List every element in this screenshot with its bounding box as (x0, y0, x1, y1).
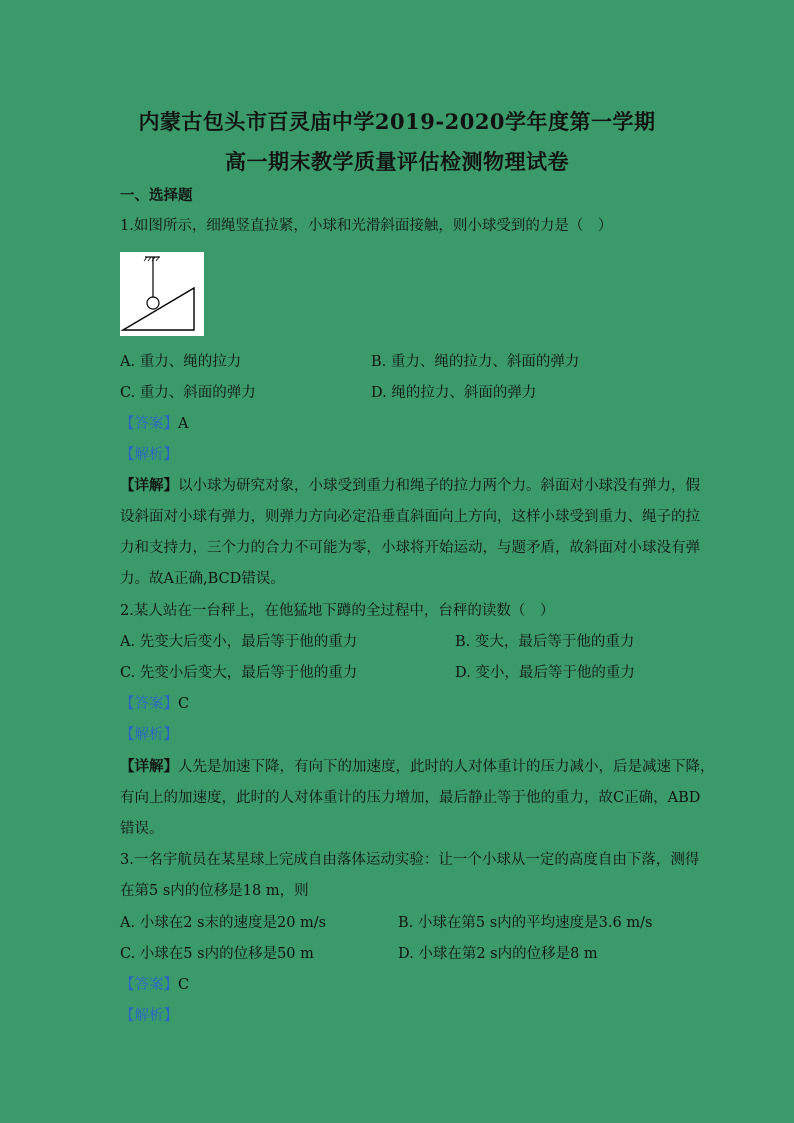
q2-stem: 2.某人站在一台秤上，在他猛地下蹲的全过程中，台秤的读数（ ） (120, 603, 555, 619)
q3-stem-line-2: 在第5 s内的位移是18 m，则 (120, 883, 309, 899)
q3-analysis-tag: 【解析】 (120, 1008, 178, 1024)
q1-stem: 1.如图所示，细绳竖直拉紧，小球和光滑斜面接触，则小球受到的力是（ ） (120, 218, 613, 234)
q2-detail-line-2: 有向上的加速度，此时的人对体重计的压力增加，最后静止等于他的重力，故C正确，ABD (120, 790, 701, 806)
q3-option-d: D. 小球在第2 s内的位移是8 m (398, 946, 598, 962)
answer-value: A (178, 416, 189, 432)
detail-text: 人先是加速下降，有向下的加速度，此时的人对体重计的压力减小，后是减速下降， (178, 759, 715, 775)
q2-option-c: C. 先变小后变大，最后等于他的重力 (120, 665, 358, 681)
q2-detail-line-1 (120, 757, 715, 777)
q2-detail-line-3: 错误。 (120, 821, 164, 837)
incline-ball-diagram (120, 252, 204, 336)
q2-answer (120, 694, 189, 714)
q3-option-b: B. 小球在第5 s内的平均速度是3.6 m/s (398, 915, 653, 931)
answer-value: C (178, 696, 190, 712)
answer-value: C (178, 977, 190, 993)
section-heading: 一、选择题 (120, 187, 193, 204)
q1-detail-line-3: 力和支持力，三个力的合力不可能为零，小球将开始运动，与题矛盾，故斜面对小球没有弹 (120, 540, 700, 556)
q1-detail-line-4: 力。故A正确,BCD错误。 (120, 571, 285, 587)
answer-tag: 【答案】 (120, 696, 178, 712)
q2-option-d: D. 变小，最后等于他的重力 (455, 665, 635, 681)
detail-tag: 【详解】 (120, 758, 178, 775)
detail-tag: 【详解】 (120, 477, 178, 494)
q1-detail-line-2: 设斜面对小球有弹力，则弹力方向必定沿垂直斜面向上方向，这样小球受到重力、绳子的拉 (120, 509, 700, 525)
q1-figure (120, 252, 204, 336)
q3-option-c: C. 小球在5 s内的位移是50 m (120, 946, 314, 962)
q2-analysis-tag: 【解析】 (120, 727, 178, 743)
title-line-2: 高一期末教学质量评估检测物理试卷 (225, 149, 569, 174)
answer-tag: 【答案】 (120, 416, 178, 432)
q1-detail-line-1 (120, 476, 700, 496)
q1-option-a: A. 重力、绳的拉力 (120, 354, 242, 370)
q2-option-b: B. 变大，最后等于他的重力 (455, 634, 635, 650)
q1-analysis-tag: 【解析】 (120, 447, 178, 463)
detail-text: 以小球为研究对象，小球受到重力和绳子的拉力两个力。斜面对小球没有弹力，假 (178, 478, 700, 494)
q3-answer (120, 975, 189, 995)
q1-answer (120, 414, 188, 434)
q1-option-c: C. 重力、斜面的弹力 (120, 385, 256, 401)
q3-stem-line-1: 3.一名宇航员在某星球上完成自由落体运动实验：让一个小球从一定的高度自由下落，测得 (120, 852, 700, 868)
q3-option-a: A. 小球在2 s末的速度是20 m/s (120, 915, 327, 931)
answer-tag: 【答案】 (120, 977, 178, 993)
q2-option-a: A. 先变大后变小，最后等于他的重力 (120, 634, 358, 650)
q1-option-b: B. 重力、绳的拉力、斜面的弹力 (371, 354, 580, 370)
q1-option-d: D. 绳的拉力、斜面的弹力 (371, 385, 537, 401)
title-line-1: 内蒙古包头市百灵庙中学2019-2020学年度第一学期 (138, 109, 656, 134)
